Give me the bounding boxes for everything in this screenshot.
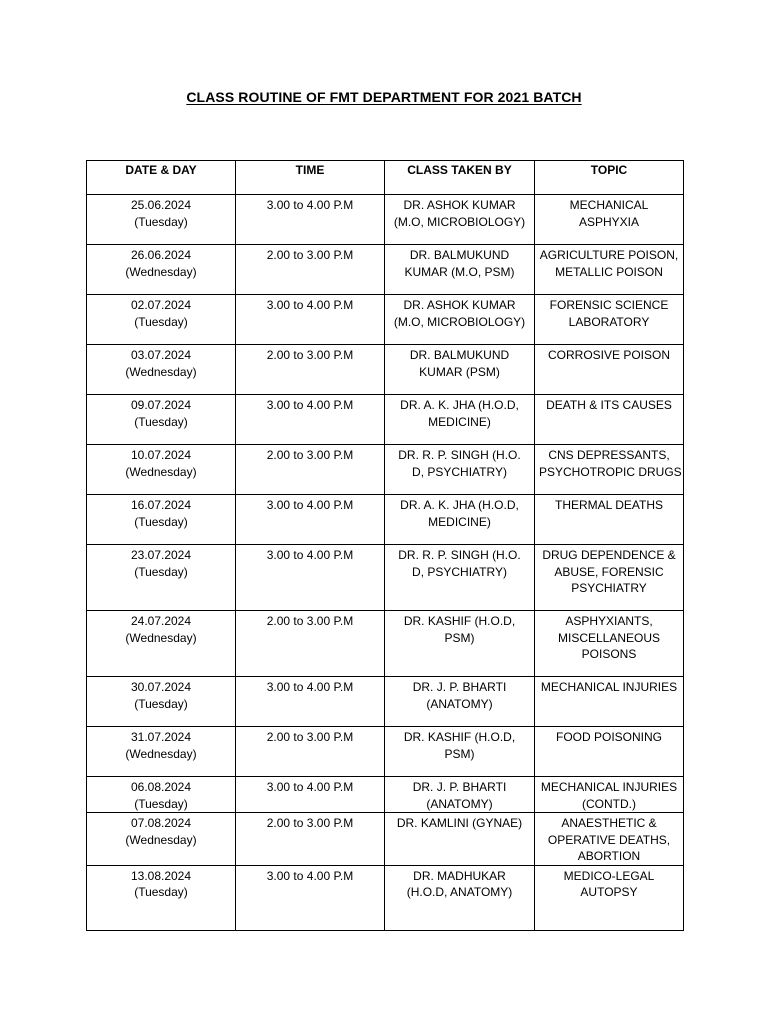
table-row [87,611,684,677]
date-text: 10.07.2024 [130,448,192,462]
cell-date-day [87,445,236,495]
teacher-line: DR. MADHUKAR [413,868,506,883]
teacher-line: MEDICINE) [428,414,491,429]
cell-time: 2.00 to 3.00 P.M [236,245,385,295]
cell-date-day [87,777,236,813]
routine-table [86,160,684,931]
date-text: 09.07.2024 [130,398,192,412]
cell-date-day [87,611,236,677]
table-row [87,345,684,395]
cell-class-taken-by [385,813,535,866]
topic-line: CORROSIVE POISON [547,348,671,362]
date-text: 13.08.2024 [130,868,192,883]
cell-topic [535,611,684,677]
cell-topic [535,865,684,930]
day-text: (Tuesday) [134,514,188,529]
table-body [87,195,684,931]
topic-line: ABORTION [577,849,641,863]
day-text: (Tuesday) [134,696,188,711]
cell-date-day [87,345,236,395]
cell-date-day [87,395,236,445]
cell-time: 2.00 to 3.00 P.M [236,345,385,395]
day-text: (Wednesday) [125,264,197,279]
cell-class-taken-by [385,195,535,245]
header-class-taken-by: CLASS TAKEN BY [385,161,535,195]
cell-class-taken-by [385,865,535,930]
topic-line: PSYCHIATRY [571,581,647,595]
topic-line: THERMAL DEATHS [554,498,663,512]
date-text: 24.07.2024 [130,614,192,628]
teacher-line: (ANATOMY) [426,796,493,811]
cell-topic [535,295,684,345]
table-header-row [87,161,684,195]
table-row [87,677,684,727]
topic-line: METALLIC POISON [555,264,663,279]
date-text: 26.06.2024 [130,248,192,262]
day-text: (Wednesday) [125,832,197,847]
teacher-line: DR. KASHIF (H.O.D, [403,614,516,628]
topic-line: FORENSIC SCIENCE [549,298,669,312]
teacher-line: D, PSYCHIATRY) [412,564,507,579]
cell-class-taken-by [385,245,535,295]
teacher-line: DR. R. P. SINGH (H.O. [398,448,521,462]
header-date-day: DATE & DAY [87,161,236,195]
teacher-line: (ANATOMY) [426,696,493,711]
cell-time: 2.00 to 3.00 P.M [236,813,385,866]
topic-line: OPERATIVE DEATHS, [547,832,671,847]
cell-class-taken-by [385,495,535,545]
day-text: (Wednesday) [125,630,197,645]
day-text: (Wednesday) [125,364,197,379]
teacher-line: MEDICINE) [428,514,491,529]
teacher-line: DR. R. P. SINGH (H.O. [398,548,521,562]
cell-class-taken-by [385,295,535,345]
day-text: (Tuesday) [134,564,188,579]
cell-class-taken-by [385,777,535,813]
cell-time: 3.00 to 4.00 P.M [236,295,385,345]
cell-class-taken-by [385,395,535,445]
header-time: TIME [236,161,385,195]
day-text: (Tuesday) [134,414,188,429]
teacher-line: DR. A. K. JHA (H.O.D, [400,498,519,512]
cell-time: 2.00 to 3.00 P.M [236,611,385,677]
topic-line: PSYCHOTROPIC DRUGS [539,464,682,479]
table-row [87,245,684,295]
topic-line: MECHANICAL INJURIES [540,780,678,794]
table-row [87,495,684,545]
teacher-line: DR. A. K. JHA (H.O.D, [400,398,519,412]
table-row [87,395,684,445]
cell-time: 3.00 to 4.00 P.M [236,395,385,445]
topic-line: MEDICO-LEGAL [563,868,655,883]
teacher-line: DR. J. P. BHARTI [412,680,507,694]
cell-time: 3.00 to 4.00 P.M [236,195,385,245]
cell-topic [535,495,684,545]
topic-line: LABORATORY [568,314,650,329]
day-text: (Tuesday) [134,314,188,329]
cell-topic [535,813,684,866]
teacher-line: DR. KAMLINI (GYNAE) [396,816,523,830]
date-text: 03.07.2024 [130,348,192,362]
teacher-line: (H.O.D, ANATOMY) [406,885,513,899]
date-text: 07.08.2024 [130,816,192,830]
cell-class-taken-by [385,345,535,395]
cell-topic [535,677,684,727]
date-text: 30.07.2024 [130,680,192,694]
topic-line: ANAESTHETIC & [561,816,657,830]
topic-line: POISONS [581,647,637,661]
teacher-line: PSM) [444,630,475,645]
teacher-line: DR. ASHOK KUMAR [403,298,516,312]
teacher-line: KUMAR (M.O, PSM) [404,264,515,279]
table-row [87,445,684,495]
cell-time: 2.00 to 3.00 P.M [236,445,385,495]
topic-line: DEATH & ITS CAUSES [546,398,672,412]
topic-line: (CONTD.) [582,796,636,811]
cell-time: 3.00 to 4.00 P.M [236,545,385,611]
cell-date-day [87,295,236,345]
cell-time: 3.00 to 4.00 P.M [236,777,385,813]
cell-topic [535,727,684,777]
cell-topic [535,345,684,395]
topic-line: AGRICULTURE POISON, [539,248,679,262]
cell-topic [535,445,684,495]
cell-date-day [87,865,236,930]
cell-time: 3.00 to 4.00 P.M [236,677,385,727]
day-text: (Tuesday) [134,214,188,229]
topic-line: DRUG DEPENDENCE & [542,548,676,562]
teacher-line: DR. KASHIF (H.O.D, [403,730,516,744]
teacher-line: DR. ASHOK KUMAR [403,198,516,212]
cell-class-taken-by [385,727,535,777]
teacher-line: (M.O, MICROBIOLOGY) [393,214,526,229]
table-row [87,727,684,777]
cell-date-day [87,495,236,545]
cell-time: 3.00 to 4.00 P.M [236,495,385,545]
table-row [87,545,684,611]
cell-topic [535,195,684,245]
cell-topic [535,777,684,813]
topic-line: ABUSE, FORENSIC [554,564,664,579]
date-text: 06.08.2024 [130,780,192,794]
date-text: 16.07.2024 [130,498,192,512]
topic-line: MECHANICAL [569,198,649,212]
cell-date-day [87,245,236,295]
date-text: 25.06.2024 [130,198,192,212]
cell-date-day [87,727,236,777]
day-text: (Tuesday) [134,796,188,811]
cell-class-taken-by [385,677,535,727]
cell-topic [535,545,684,611]
cell-date-day [87,195,236,245]
topic-line: MISCELLANEOUS [557,630,661,645]
teacher-line: KUMAR (PSM) [419,364,500,379]
cell-topic [535,245,684,295]
table-row [87,865,684,930]
day-text: (Tuesday) [134,885,188,899]
date-text: 31.07.2024 [130,730,192,744]
date-text: 23.07.2024 [130,548,192,562]
day-text: (Wednesday) [125,746,197,761]
date-text: 02.07.2024 [130,298,192,312]
topic-line: ASPHYXIA [578,214,640,229]
cell-class-taken-by [385,545,535,611]
cell-class-taken-by [385,445,535,495]
day-text: (Wednesday) [125,464,197,479]
page-title: CLASS ROUTINE OF FMT DEPARTMENT FOR 2021 BATCH [186,89,582,105]
cell-topic [535,395,684,445]
cell-time: 3.00 to 4.00 P.M [236,865,385,930]
header-topic: TOPIC [535,161,684,195]
teacher-line: DR. J. P. BHARTI [412,780,507,794]
table-row [87,777,684,813]
cell-date-day [87,677,236,727]
table-row [87,195,684,245]
teacher-line: DR. BALMUKUND [409,348,510,362]
topic-line: MECHANICAL INJURIES [540,680,678,694]
teacher-line: PSM) [444,746,475,761]
topic-line: AUTOPSY [580,885,638,899]
cell-date-day [87,545,236,611]
table-row [87,295,684,345]
cell-class-taken-by [385,611,535,677]
cell-time: 2.00 to 3.00 P.M [236,727,385,777]
cell-date-day [87,813,236,866]
teacher-line: (M.O, MICROBIOLOGY) [393,314,526,329]
topic-line: CNS DEPRESSANTS, [548,448,670,462]
topic-line: FOOD POISONING [555,730,662,744]
table-row [87,813,684,866]
teacher-line: DR. BALMUKUND [409,248,510,262]
teacher-line: D, PSYCHIATRY) [412,464,507,479]
topic-line: ASPHYXIANTS, [565,614,653,628]
